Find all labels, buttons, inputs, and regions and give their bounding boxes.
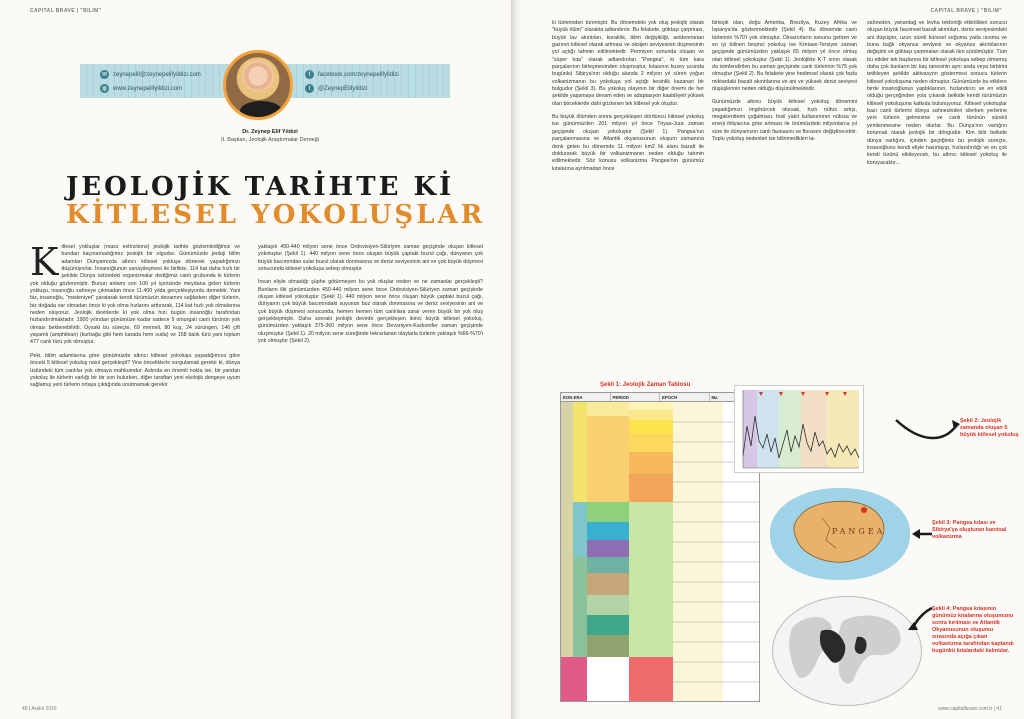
article-title-line2: KİTLESEL YOKOLUŞLAR bbox=[66, 200, 486, 230]
author-name: Dr. Zeynep Elif Yıldızi bbox=[242, 129, 298, 135]
body-paragraph: Peki, bilim adamlarına göre günümüzde altıncı kitlesel yokoluşu yaşadığımıza göre önceki 5 kitlesel yokuluş nasıl gerçekleşti? Yine önceliklerle vurgulamak gerekir ki, dünya üstündeki tüm canlılar yok olmaya mahkumdur. Aslında en önemli nokta ise, bir yandan yokoluş ile türlerin varlığı bir bir son bulurken, diğer taraftan yeni ekolojik dengeye uyum sağlamış yeni türlerin ortaya çıktığında unutmamak gerekir. bbox=[30, 352, 240, 389]
body-paragraph: Günümüzde altıncı büyük kitlesel yokoluş dönemini yaşadığımızı öngörürcek olursak, hızlı nüfus artışı, megakentlerin çoğalması, fosil yakıt kullanımının nüfusa ve enerji ihtiyacına göre artması ile önümüzdeki milyonlarca yıl süre ile dünyamızın canlı faunasını ve florasını değiştirecektir. Toplu yokoluş nedenleri ise bilinmedikleri ta- bbox=[712, 99, 857, 143]
contact-twitter[interactable] bbox=[305, 84, 367, 93]
contact-facebook-text: facebook.com/zeynepelifyildizi bbox=[318, 71, 399, 78]
body-paragraph: birleşik olan, doğu Amerika, Brezilya, Kuzey Afrika ve İspanya'da gözlenmektedir (Şekil 4). Bu dönemde canlı türlerinin %70'i yok olmuştur. Dinazorların sonunu getiren ve en iyi bilinen beşinci yokoluş ise Kretase-Tersiyer zaman geçişinde günümüzden yaklaşık 65 milyon yıl önce olmuş olan kitlesel yokoluştur (Şekil 1). Jeolojikte K-T sınırı olarak da isimlendirilen bu zaman geçişinde canlı türlerinin %75 yok olmuştur (Şekil 2). Bu felakete yine hedimsel olarak çok fazla miktardaki bazalt akıntılarına ve ani ve yüksek deniz seviyesi düşüşlerinin neden olduğu düşünülmektedir. bbox=[712, 20, 857, 93]
time-table-bands bbox=[561, 402, 759, 701]
pangea-landmass bbox=[770, 488, 910, 580]
body-column-1 bbox=[30, 244, 240, 699]
right-page bbox=[512, 0, 1024, 719]
geologic-time-table bbox=[560, 392, 760, 702]
body-paragraph: ki türlerinden türemiştir. Bu dönemdeki yok oluş jeolojik olarak "büyük ölüm" olarakta adlandırılır. Bu felakete, göktaşı çarpması, büyük lav akıntıları, kuraklık, iklim değişikliği, anidenmetan gazının kitlesel olarak artması ve oksijen seviyesinin düşmesinin yol açtığı tahmin edilmektedir. Permiyen sonunda oluşan ve "süper kıta" olarak adlandırılan "Pangea", ki tüm kara parçalarının birleşmesinden oluşmuştur, kıtasının kuzey ucunda bugünkü Sibirya'nın olduğu alanda 2 milyon yıl süren yoğun volkanizmanın bu yokoluşa yol açtığı kesinlik kazanan bir bulgudur (Şekil 3). Bu yokoluş olayının bir diğer önemi de her şekilde yaşamaya devam eden ve adaptasyon kaabiliyeti yüksek olan böceklerde dahi gözlenen tek kitlesel yok oluştur. bbox=[552, 20, 704, 107]
svg-text:PANGEA: PANGEA bbox=[832, 527, 886, 536]
continents-volcanism bbox=[773, 597, 922, 706]
table-header bbox=[561, 393, 759, 402]
twitter-icon: t bbox=[305, 84, 314, 93]
table-header-cell: PERIOD bbox=[611, 393, 661, 401]
body-column-5 bbox=[867, 20, 1007, 375]
body-paragraph: itlesel yokluşlar (mass extinctions) jeolojik tarihte gözlemlediğimiz ve bundan kaçınamadığımız jeolojik bir olgudur. Günümüzde jeoloji bilim adamları Dünyamızda altıncı kitlesel yokluşa dönerek yaşadığımızı düşünüyorlar. İnsanoğlunun sanayileşmesi ile birlikte, 114 kat daha hızlı bir şekilde Dünya üstündeki organizmalar dediğimiz canlı grubunda ki türlerin yok olduğu gözlenmiştir. Bunun anlamı son 100 yıl içerisinde meydana gelen türlerin yokluşu, insanoğlu sahneye çıkmadan önce 11.400 yılda gerçekleşiyordu demektir. Yani biz, insanoğlu, "medeniyet" yaratarak kendi türümüzün devamını sağlarken diğer türlerin, biz doğada var olmadan önce ki yok olma hızlarını arttırarak, 114 kat hızlı yok olmalarına neden oluyoruz. Jeolojik devirlerde ki yok olma hızı bugün insanoğlu tarafından hızlandırılmaktadır. 1900 yılından günümüze kadar sadece 9 omurgalı canlı türünün yok olması beklenebilirdi. Oysaki bu süreçte, 69 memeli, 80 kuş, 24 sürüngen, 146 çift yaşamlı (amphibian) (kurbağa gibi hem karada hem suda) ve 158 balık türü yani toplam 477 canlı türü yok olmuştur. bbox=[30, 244, 240, 346]
contact-twitter-text: @ZeynepElifyildizi bbox=[318, 85, 368, 92]
table-header-cell: EPOCH bbox=[660, 393, 710, 401]
page-header-left: CAPITAL BRAVE | "BILIM" bbox=[30, 8, 102, 14]
contact-email-text: zeynepelif@zeynepelifyildizi.com bbox=[113, 71, 201, 78]
world-map bbox=[772, 596, 922, 706]
arrow-icon bbox=[906, 604, 936, 634]
page-footer-left: 40 | Aralık 2016 bbox=[22, 706, 57, 712]
figure-3-caption: Şekil 3: Pangea kıtası ve Sibirya'ya oluşturan kanıtsal volkanizma bbox=[932, 520, 1007, 540]
figure-4-caption: Şekil 4: Pangea kıtasının günümüz kıtalarına oluşumunu sonra kırılması ve Atlantik Okyanusunun oluşumu sırasında açığa çıkan volkanizma tarafından kaplandı bugünkü kıtalardaki kalıntılar. bbox=[932, 606, 1014, 654]
body-column-2 bbox=[258, 244, 483, 699]
arrow-icon bbox=[910, 526, 934, 542]
body-paragraph: yaklaşık 450-440 milyon sene önce Ordovisiyen-Silüriyen zaman geçişinde oluşan kitlesel yokoluştur (Şekil 1). 440 milyon sene önce oluşan büyük çaptaki buzul çağı, dünyanın çok büyük bacımından sular buzul olarak donmasına ve deniz seviyesinin ani ve çok büyük düşmesi sonucunda kitlesel yokoluşa sebep olmuştur. bbox=[258, 244, 483, 273]
email-icon: ✉ bbox=[101, 72, 108, 78]
body-paragraph: Bu büyük ölümden sonra gerçekleşen dördüncü kitlesel yokoluş ise günümüzden 201 milyon yıl önce Triyas-Jura zaman geçişinde oluşan yokoluştur (Şekil 1). Pangea'nın parçalanmasına ve Atlantik okyanusunun oluşum zamanına denk gelen bu dönemde 11 milyon km2 lik alanı bazalt ile doldurarak büyük bir volkanizmanın neden olduğu tahmin edilmektedir. Söz konusu volkanizma Pangea'nın günümüz kıtalarına ayrılmadan önce bbox=[552, 114, 704, 172]
figure-2-caption: Şekil 2: Jeolojik zamanda oluşan 5 büyük kitlesel yokoluş bbox=[960, 418, 1019, 438]
page-header-right: CAPITAL BRAVE | "BILIM" bbox=[930, 8, 1002, 14]
globe-icon: ◍ bbox=[101, 86, 108, 92]
body-paragraph: sahneden, yanardağ ve levha tektoniği etkinlikleri sonucu oluşan büyük hacimsel bazalt akıntıları, deniz seviyesindeki ani düşüşler, uzun süreli küresel soğuma yada ısınma ve buna bağlı okyanus seviyesi ve okyanus akıntılarının değişimi ve göktaşı çarpmaları olarak ileri sürülmüştür. Tüm bu etkiler tek başlarına bir kitlesel yokoluşa sebep olmamış daha çok bunların bir kaç tanesinin aynı anda veya birbirini tetikleyen şekilde aktivasyon göstermesi sonucu türlerin kitlesel yokoluşuna neden olmuştur. Günümüzde bu etkilere birde insanoğlunun yaptıklarının, hızlandırıcı ve en etkili olduğu gerçeğinden yola çıkarak belkide kendi türümüzün kitlesel yokoluşuna katkıda bulunuyoruz. Kitlesel yokoluşlar bazı canlı türlerini dünya sahnesinden silerken yerlerine yeni türlerin gelmesine ve canlı türünün sürekli yenilenmesine neden olurlar. Bu Dünya'nın varlığını korumak olarak jeolojik bir döngüdür. Kim bilir belkide dünya varlığını, içinden geçtiğimiz bu jeolojik süreçte, insanoğlunu kendi eliyle hazırlayıp, hızlandırdığı ve en çok kendi türünü etkileyecek, bu altıncı kitlesel yokoluş ile koruyacaktır... bbox=[867, 20, 1007, 166]
table-header-cell: Ma bbox=[710, 393, 760, 401]
extinction-chart-plot bbox=[735, 386, 863, 472]
article-title-line1: JEOLOJİK TARİHTE Kİ bbox=[66, 172, 455, 202]
author-role: II. Başkan, Jeolojik Araştırmalar Derneği bbox=[221, 137, 319, 144]
author-avatar bbox=[223, 50, 293, 120]
contact-web-text: www.zeynepelifyildizi.com bbox=[113, 85, 183, 92]
contact-web[interactable] bbox=[100, 84, 182, 93]
contact-email[interactable] bbox=[100, 70, 201, 79]
contact-facebook[interactable] bbox=[305, 70, 399, 79]
body-paragraph: İnsan eliyle olmadığı şüphe götürmeyen bu yok oluşlar neden ve ne zamanlar gerçekleşti? Bunların ilki günümüzden 450-440 milyon sene önce Ordovisiyen-Silüriyen zaman geçişinde oluşan kitlesel yokoluştur (Şekil 1). 440 milyon sene önce oluşan büyük çaptaki buzul çağı, dünyanın çok büyük bacımındaki suyunun buz olarak donmasına ve deniz seviyesinin ani ve çok büyük düşmesi sonucunda, hemen hemen tüm canlılara zarar veren büyük bir yok oluş gerçekleşmiştir. Daha sonraki jeolojik devirde gerçekleşen ikinci büyük kitlesel yokoluş, günümüzden yaklaşık 375-360 milyon sene önce Devoniyen-Karbonifer zaman geçişinde oluşmuştur (Şekil 1). 20 milyon sene süreğinde tekrarlanan olaylarla türlerin yaklaşık %66-%70'i yok olmuştur (Şekil 2). bbox=[258, 279, 483, 345]
arrow-icon bbox=[892, 410, 962, 450]
facebook-icon: f bbox=[305, 70, 314, 79]
dropcap: K bbox=[30, 244, 59, 284]
body-column-4 bbox=[712, 20, 857, 370]
extinction-chart bbox=[734, 385, 864, 473]
figure-1-title: Şekil 1: Jeolojik Zaman Tablosu bbox=[600, 382, 691, 388]
body-column-3 bbox=[552, 20, 704, 370]
pangea-map bbox=[770, 488, 910, 580]
table-header-cell: EON ERA bbox=[561, 393, 611, 401]
author-credit bbox=[200, 128, 340, 145]
page-footer-right: www.capitalbrave.com.tr | 41 bbox=[938, 706, 1002, 712]
